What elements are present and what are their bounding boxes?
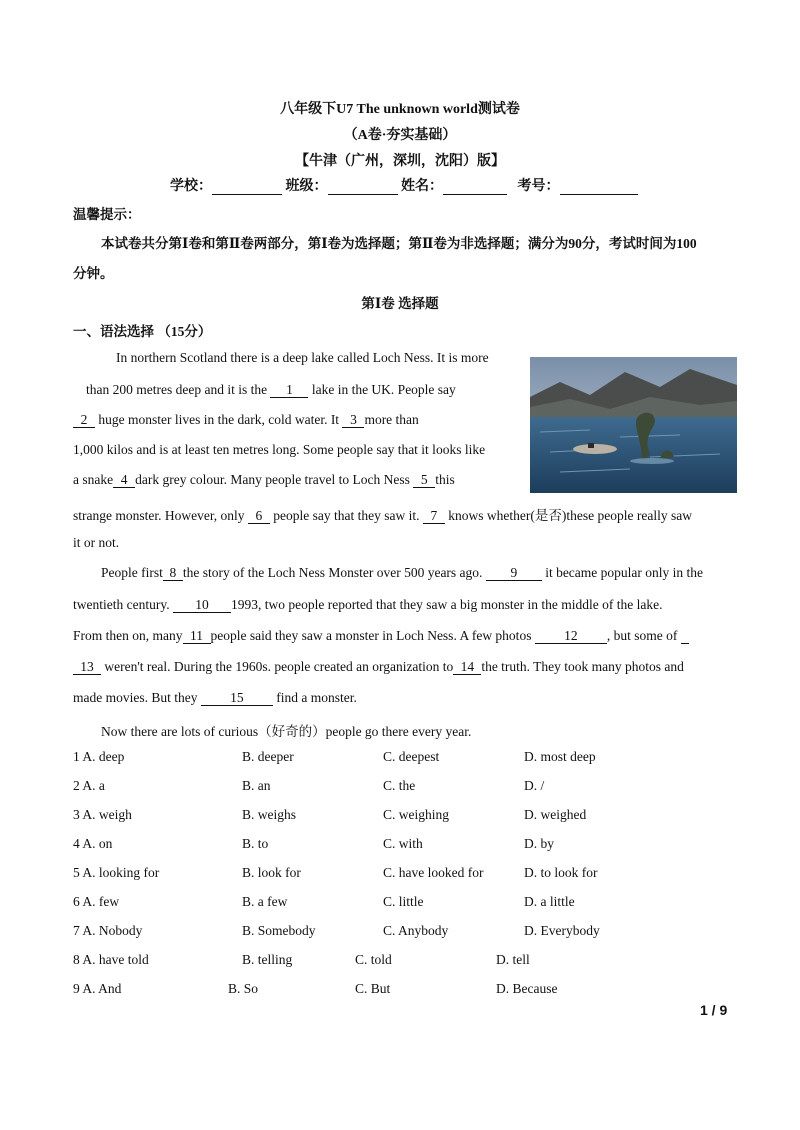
option-a[interactable]: 6 A. few (73, 894, 120, 909)
name-label: 姓名： (401, 179, 443, 194)
option-c[interactable]: C. Anybody (383, 923, 449, 938)
passage-line: 2 huge monster lives in the dark, cold water. It 3 more than (73, 412, 419, 428)
number-blank[interactable] (560, 180, 638, 195)
option-d[interactable]: D. most deep (524, 749, 596, 764)
passage-line: it or not. (73, 535, 120, 550)
option-b[interactable]: B. to (242, 836, 269, 851)
passage-line: than 200 metres deep and it is the 1 lake in the UK. People say (86, 382, 456, 397)
class-label: 班级： (285, 179, 328, 194)
option-c[interactable]: C. have looked for (383, 865, 484, 880)
option-b[interactable]: B. a few (242, 894, 288, 909)
option-b[interactable]: B. an (242, 778, 271, 793)
section-title: 一、语法选择 （15分） (73, 324, 212, 339)
blank-4[interactable]: 4 (113, 473, 135, 488)
option-a[interactable]: 1 A. deep (73, 749, 125, 764)
exam-subtitle: （A卷·夯实基础） (343, 128, 457, 143)
option-d[interactable]: D. Because (496, 981, 558, 996)
option-d[interactable]: D. / (524, 778, 545, 793)
option-c[interactable]: C. with (383, 836, 423, 851)
blank-7[interactable]: 7 (423, 509, 445, 524)
option-d[interactable]: D. tell (496, 952, 530, 967)
name-blank[interactable] (443, 180, 507, 195)
option-d[interactable]: D. weighed (524, 807, 587, 822)
blank-6[interactable]: 6 (248, 509, 270, 524)
loch-ness-photo (530, 357, 737, 493)
blank-2[interactable]: 2 (73, 413, 95, 428)
passage-line: In northern Scotland there is a deep lake called Loch Ness. It is more (116, 350, 489, 365)
school-blank[interactable] (212, 180, 282, 195)
passage-line: strange monster. However, only 6 people say that they saw it. 7 knows whether(是否)these people really saw (73, 508, 692, 523)
option-c[interactable]: C. the (383, 778, 416, 793)
option-a[interactable]: 3 A. weigh (73, 807, 132, 822)
option-d[interactable]: D. by (524, 836, 554, 851)
option-a[interactable]: 5 A. looking for (73, 865, 160, 880)
blank-14[interactable]: 14 (453, 660, 481, 675)
student-info-row (170, 175, 638, 195)
part-title: 第Ⅰ卷 选择题 (361, 296, 439, 311)
option-a[interactable]: 7 A. Nobody (73, 923, 143, 938)
passage-line: From then on, many 11 people said they saw a monster in Loch Ness. A few photos 12 , but some of (73, 628, 689, 644)
school-label: 学校： (170, 179, 212, 194)
exam-edition: 【牛津（广州，深圳，沈阳）版】 (295, 154, 505, 169)
blank-13[interactable]: 13 (73, 660, 101, 675)
option-b[interactable]: B. Somebody (242, 923, 316, 938)
loch-ness-image (530, 357, 737, 493)
blank-9[interactable]: 9 (486, 566, 542, 581)
option-c[interactable]: C. told (355, 952, 392, 967)
option-c[interactable]: C. weighing (383, 807, 449, 822)
option-a[interactable]: 4 A. on (73, 836, 113, 851)
passage-line: 13 weren't real. During the 1960s. people created an organization to 14 the truth. They took many photos and (73, 659, 684, 675)
option-a[interactable]: 9 A. And (73, 981, 122, 996)
option-c[interactable]: C. deepest (383, 749, 440, 764)
blank-10[interactable]: 10 (173, 598, 231, 613)
option-b[interactable]: B. telling (242, 952, 293, 967)
blank-8[interactable]: 8 (163, 566, 183, 581)
option-a[interactable]: 2 A. a (73, 778, 105, 793)
notice-heading: 温馨提示： (73, 207, 141, 222)
option-c[interactable]: C. little (383, 894, 424, 909)
class-blank[interactable] (328, 180, 398, 195)
option-d[interactable]: D. Everybody (524, 923, 600, 938)
option-c[interactable]: C. But (355, 981, 391, 996)
option-a[interactable]: 8 A. have told (73, 952, 149, 967)
option-d[interactable]: D. to look for (524, 865, 598, 880)
page-number: 1 / 9 (700, 1002, 728, 1018)
option-b[interactable]: B. look for (242, 865, 301, 880)
option-d[interactable]: D. a little (524, 894, 575, 909)
passage-line: Now there are lots of curious（好奇的）people go there every year. (101, 724, 472, 739)
option-b[interactable]: B. weighs (242, 807, 296, 822)
number-label: 考号： (517, 179, 560, 194)
blank-5[interactable]: 5 (413, 473, 435, 488)
passage-line: made movies. But they 15 find a monster. (73, 690, 357, 705)
blank-12[interactable]: 12 (535, 629, 607, 644)
passage-line: People first 8 the story of the Loch Ness Monster over 500 years ago. 9 it became popular only in the (101, 565, 704, 580)
blank-1[interactable]: 1 (270, 383, 308, 398)
notice-line-2: 分钟。 (73, 266, 114, 281)
passage-line: 1,000 kilos and is at least ten metres long. Some people say that it looks like (73, 442, 486, 457)
option-b[interactable]: B. deeper (242, 749, 294, 764)
blank-13-start (681, 629, 689, 644)
exam-title: 八年级下U7 The unknown world测试卷 (280, 102, 520, 117)
blank-3[interactable]: 3 (342, 413, 364, 428)
notice-line-1: 本试卷共分第Ⅰ卷和第Ⅱ卷两部分，第Ⅰ卷为选择题；第Ⅱ卷为非选择题；满分为90分，考试时间为100 (101, 236, 697, 251)
blank-11[interactable]: 11 (183, 629, 211, 644)
passage-line: a snake 4 dark grey colour. Many people travel to Loch Ness 5 this (73, 472, 455, 487)
passage-line: twentieth century. 10 1993, two people reported that they saw a big monster in the middle of the lake. (73, 597, 663, 612)
option-b[interactable]: B. So (228, 981, 259, 996)
blank-15[interactable]: 15 (201, 691, 273, 706)
